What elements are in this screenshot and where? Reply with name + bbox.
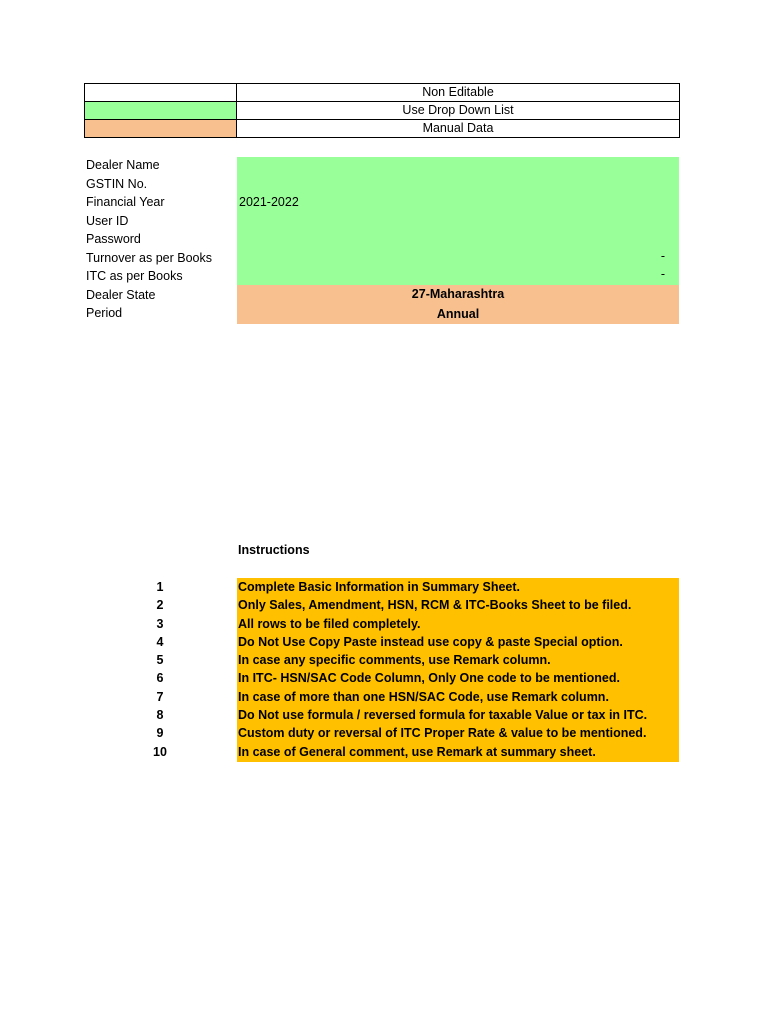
instruction-number: 6 bbox=[156, 671, 164, 686]
instruction-number: 8 bbox=[156, 708, 164, 723]
legend-label: Use Drop Down List bbox=[237, 102, 680, 120]
label-gstin: GSTIN No. bbox=[86, 176, 148, 191]
label-user-id: User ID bbox=[86, 213, 129, 228]
itc-value: - bbox=[660, 267, 665, 281]
legend-row-manual bbox=[85, 120, 680, 138]
instruction-number: 7 bbox=[156, 689, 164, 704]
instruction-number: 3 bbox=[156, 616, 164, 631]
instruction-text: In case of more than one HSN/SAC Code, use Remark column. bbox=[238, 689, 609, 704]
label-turnover: Turnover as per Books bbox=[86, 250, 212, 265]
legend-label: Manual Data bbox=[237, 120, 680, 138]
instruction-text: All rows to be filed completely. bbox=[238, 616, 421, 631]
gstin-field[interactable] bbox=[237, 175, 679, 193]
instruction-text: Do Not Use Copy Paste instead use copy & paste Special option. bbox=[238, 634, 623, 649]
instruction-numbers bbox=[140, 578, 180, 761]
instruction-number: 5 bbox=[156, 653, 164, 668]
instruction-number: 10 bbox=[153, 744, 167, 759]
dealer-name-field[interactable] bbox=[237, 157, 679, 175]
turnover-value: - bbox=[660, 249, 665, 263]
legend-swatch-white bbox=[85, 84, 237, 102]
instruction-number: 1 bbox=[156, 580, 164, 594]
instruction-text: Complete Basic Information in Summary Sheet. bbox=[238, 580, 521, 594]
instruction-text: In case any specific comments, use Remark column. bbox=[238, 653, 551, 668]
label-financial-year: Financial Year bbox=[86, 195, 165, 209]
legend-swatch-green bbox=[85, 102, 237, 120]
green-input-block bbox=[237, 157, 679, 285]
label-period: Period bbox=[86, 306, 123, 320]
instruction-text: Custom duty or reversal of ITC Proper Rate & value to be mentioned. bbox=[238, 726, 647, 741]
turnover-field[interactable] bbox=[237, 247, 679, 265]
instructions-list bbox=[237, 578, 679, 762]
legend-row-dropdown bbox=[85, 102, 680, 120]
instruction-number: 2 bbox=[156, 598, 164, 613]
password-field[interactable] bbox=[237, 229, 679, 247]
period-field[interactable]: Annual bbox=[436, 306, 480, 321]
label-itc: ITC as per Books bbox=[86, 269, 183, 283]
legend-row-non-editable bbox=[85, 84, 680, 102]
legend-label: Non Editable bbox=[237, 84, 680, 102]
instruction-number: 4 bbox=[156, 634, 164, 649]
orange-input-block bbox=[237, 285, 679, 324]
label-password: Password bbox=[86, 232, 141, 246]
financial-year-field[interactable] bbox=[237, 193, 679, 211]
instruction-text: In case of General comment, use Remark at summary sheet. bbox=[238, 744, 596, 759]
user-id-field[interactable] bbox=[237, 211, 679, 229]
form-labels bbox=[86, 156, 212, 323]
label-dealer-name: Dealer Name bbox=[86, 158, 160, 172]
instruction-text: In ITC- HSN/SAC Code Column, Only One code to be mentioned. bbox=[238, 671, 620, 686]
legend-swatch-orange bbox=[85, 120, 237, 138]
instruction-text: Do Not use formula / reversed formula for taxable Value or tax in ITC. bbox=[238, 708, 648, 723]
instruction-text: Only Sales, Amendment, HSN, RCM & ITC-Books Sheet to be filed. bbox=[238, 598, 632, 613]
instructions-heading: Instructions bbox=[238, 543, 310, 557]
instruction-number: 9 bbox=[156, 726, 164, 741]
color-legend bbox=[84, 83, 680, 138]
financial-year-value: 2021-2022 bbox=[239, 195, 299, 209]
itc-field[interactable] bbox=[237, 265, 679, 283]
dealer-state-field[interactable]: 27-Maharashtra bbox=[411, 287, 505, 301]
label-dealer-state: Dealer State bbox=[86, 287, 156, 302]
